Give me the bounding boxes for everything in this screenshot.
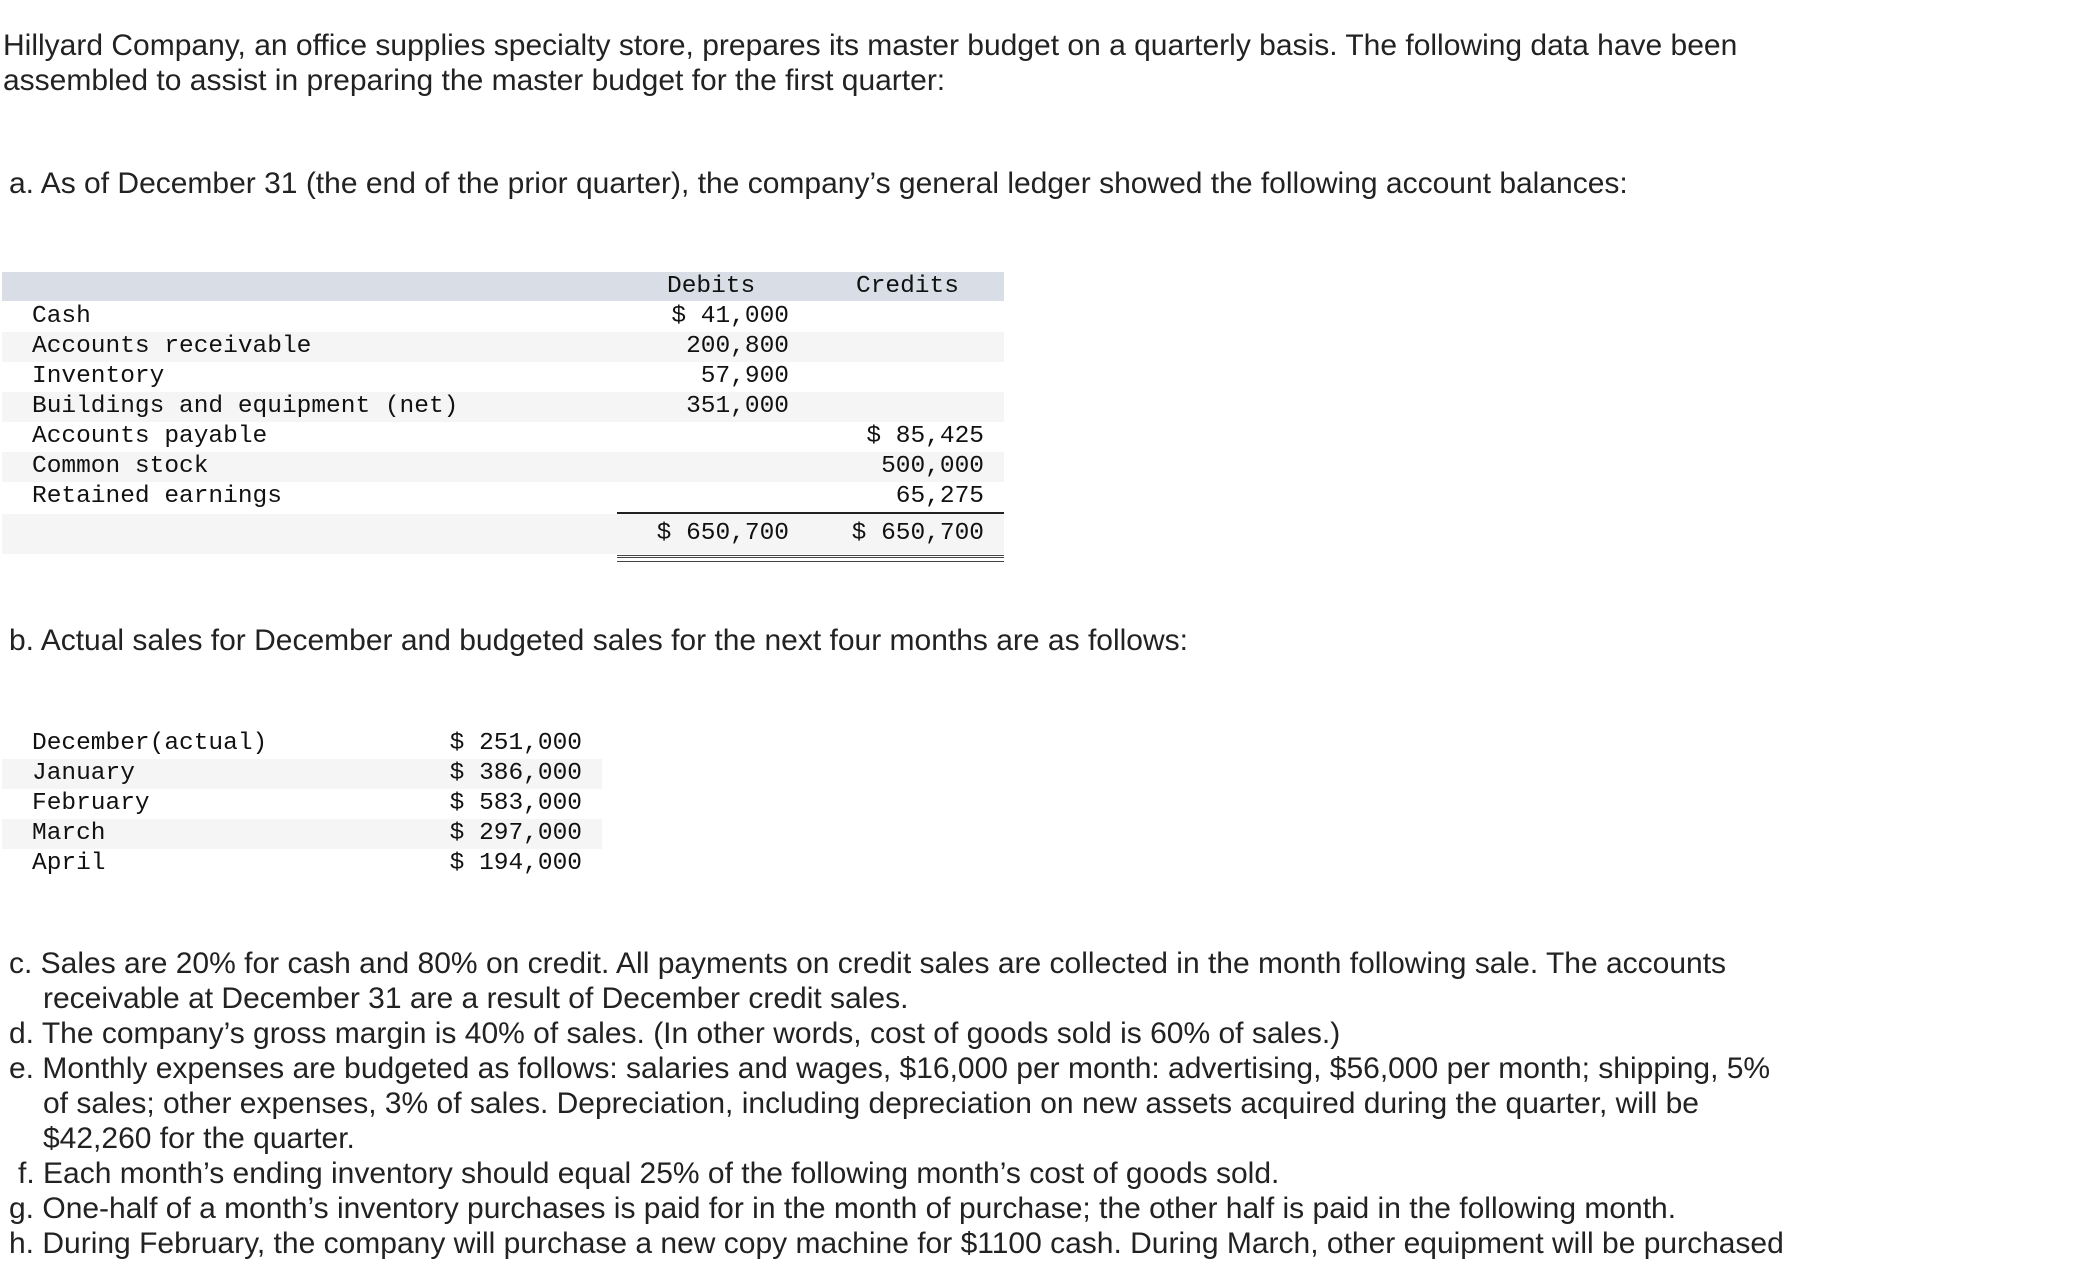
ledger-row-debit: 351,000 [686, 393, 789, 420]
sales-row [2, 729, 602, 759]
sales-row [2, 819, 602, 849]
ledger-row-debit: 200,800 [686, 333, 789, 360]
intro-line-1: Hillyard Company, an office supplies specialty store, prepares its master budget on a quarterly basis. The following data have been [3, 29, 1738, 62]
sales-amount: $ 297,000 [449, 820, 582, 847]
item-a-text: a. As of December 31 (the end of the prior quarter), the company’s general ledger showed the following account balances: [9, 167, 1628, 200]
sales-amount: $ 251,000 [449, 730, 582, 757]
sales-row [2, 789, 602, 819]
sales-month: December(actual) [32, 730, 268, 757]
ledger-double-rule [617, 555, 1004, 562]
credits-header: Credits [856, 273, 959, 300]
ledger-row [2, 452, 1004, 482]
sales-month: February [32, 790, 150, 817]
sales-row [2, 849, 602, 879]
ledger-row [2, 332, 1004, 362]
ledger-total-row [2, 514, 1004, 554]
sales-amount: $ 386,000 [449, 760, 582, 787]
item-e-line-2: of sales; other expenses, 3% of sales. Depreciation, including depreciation on new assets acquired during the quarter, will be [43, 1087, 1699, 1120]
ledger-row-label: Accounts receivable [32, 333, 312, 360]
ledger-row-label: Cash [32, 303, 91, 330]
ledger-row-label: Common stock [32, 453, 209, 480]
ledger-row [2, 482, 1004, 512]
ledger-row-debit: 57,900 [700, 363, 789, 390]
item-e-line-3: $42,260 for the quarter. [43, 1122, 355, 1155]
intro-line-2: assembled to assist in preparing the master budget for the first quarter: [3, 64, 946, 97]
item-d-line-1: d. The company’s gross margin is 40% of sales. (In other words, cost of goods sold is 60% of sales.) [9, 1017, 1341, 1050]
debits-header: Debits [667, 273, 756, 300]
ledger-row-label: Accounts payable [32, 423, 268, 450]
sales-amount: $ 194,000 [449, 850, 582, 877]
ledger-row-label: Inventory [32, 363, 165, 390]
ledger-header-band [2, 272, 1004, 301]
item-c-line-2: receivable at December 31 are a result of December credit sales. [43, 982, 909, 1015]
ledger-row [2, 302, 1004, 332]
ledger-row-credit: $ 85,425 [866, 423, 984, 450]
sales-table [2, 729, 602, 881]
ledger-total-credit: $ 650,700 [851, 520, 984, 547]
ledger-row [2, 392, 1004, 422]
ledger-row [2, 422, 1004, 452]
item-c-line-1: c. Sales are 20% for cash and 80% on credit. All payments on credit sales are collected in the month following sale. The accounts [9, 947, 1727, 980]
item-f-line-1: f. Each month’s ending inventory should equal 25% of the following month’s cost of goods sold. [18, 1157, 1280, 1190]
ledger-row [2, 362, 1004, 392]
ledger-row-label: Retained earnings [32, 483, 282, 510]
ledger-table [2, 272, 1004, 559]
item-b-text: b. Actual sales for December and budgeted sales for the next four months are as follows: [9, 624, 1188, 657]
item-g-line-1: g. One-half of a month’s inventory purchases is paid for in the month of purchase; the other half is paid in the following month. [9, 1192, 1677, 1225]
ledger-row-debit: $ 41,000 [671, 303, 789, 330]
sales-amount: $ 583,000 [449, 790, 582, 817]
sales-month: April [32, 850, 106, 877]
ledger-row-credit: 500,000 [881, 453, 984, 480]
ledger-total-debit: $ 650,700 [656, 520, 789, 547]
ledger-row-label: Buildings and equipment (net) [32, 393, 459, 420]
item-h-line-1: h. During February, the company will purchase a new copy machine for $1100 cash. During March, other equipment will be purchased [9, 1227, 1784, 1260]
sales-row [2, 759, 602, 789]
sales-month: March [32, 820, 106, 847]
sales-month: January [32, 760, 135, 787]
ledger-row-credit: 65,275 [895, 483, 984, 510]
item-e-line-1: e. Monthly expenses are budgeted as follows: salaries and wages, $16,000 per month: advertising, $56,000 per month; shipping, 5% [9, 1052, 1771, 1085]
